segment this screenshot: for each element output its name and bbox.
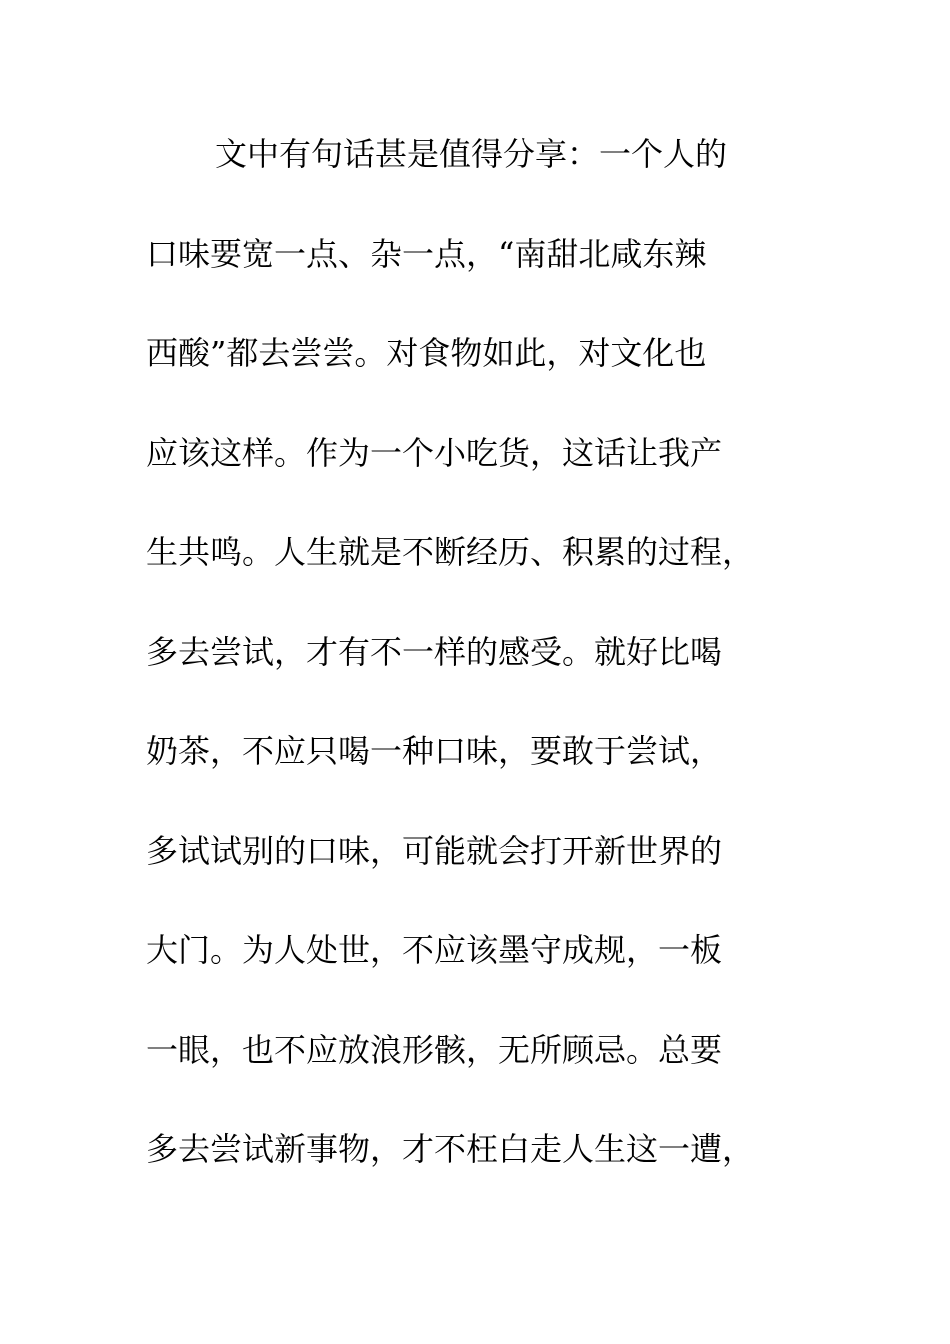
text-line-9: 大门。为人处世，不应该墨守成规，一板 [146,931,723,969]
text-line-11: 多去尝试新事物，才不枉白走人生这一遭， [146,1130,755,1168]
text-line-7: 奶茶，不应只喝一种口味，要敢于尝试， [146,732,723,770]
text-line-2: 口味要宽一点、杂一点，“南甜北咸东辣 [146,234,707,273]
text-line-4: 应该这样。作为一个小吃货，这话让我产 [146,433,723,472]
text-line-6: 多去尝试，才有不一样的感受。就好比喝 [146,632,723,671]
text-line-10: 一眼，也不应放浪形骸，无所顾忌。总要 [146,1030,723,1069]
text-line-5: 生共鸣。人生就是不断经历、积累的过程， [146,533,755,571]
text-line-8: 多试试别的口味，可能就会打开新世界的 [146,831,723,870]
text-line-3: 西酸”都去尝尝。对食物如此，对文化也 [146,334,707,372]
paragraph [146,122,826,1217]
text-line-1: 文中有句话甚是值得分享：一个人的 [215,135,728,173]
